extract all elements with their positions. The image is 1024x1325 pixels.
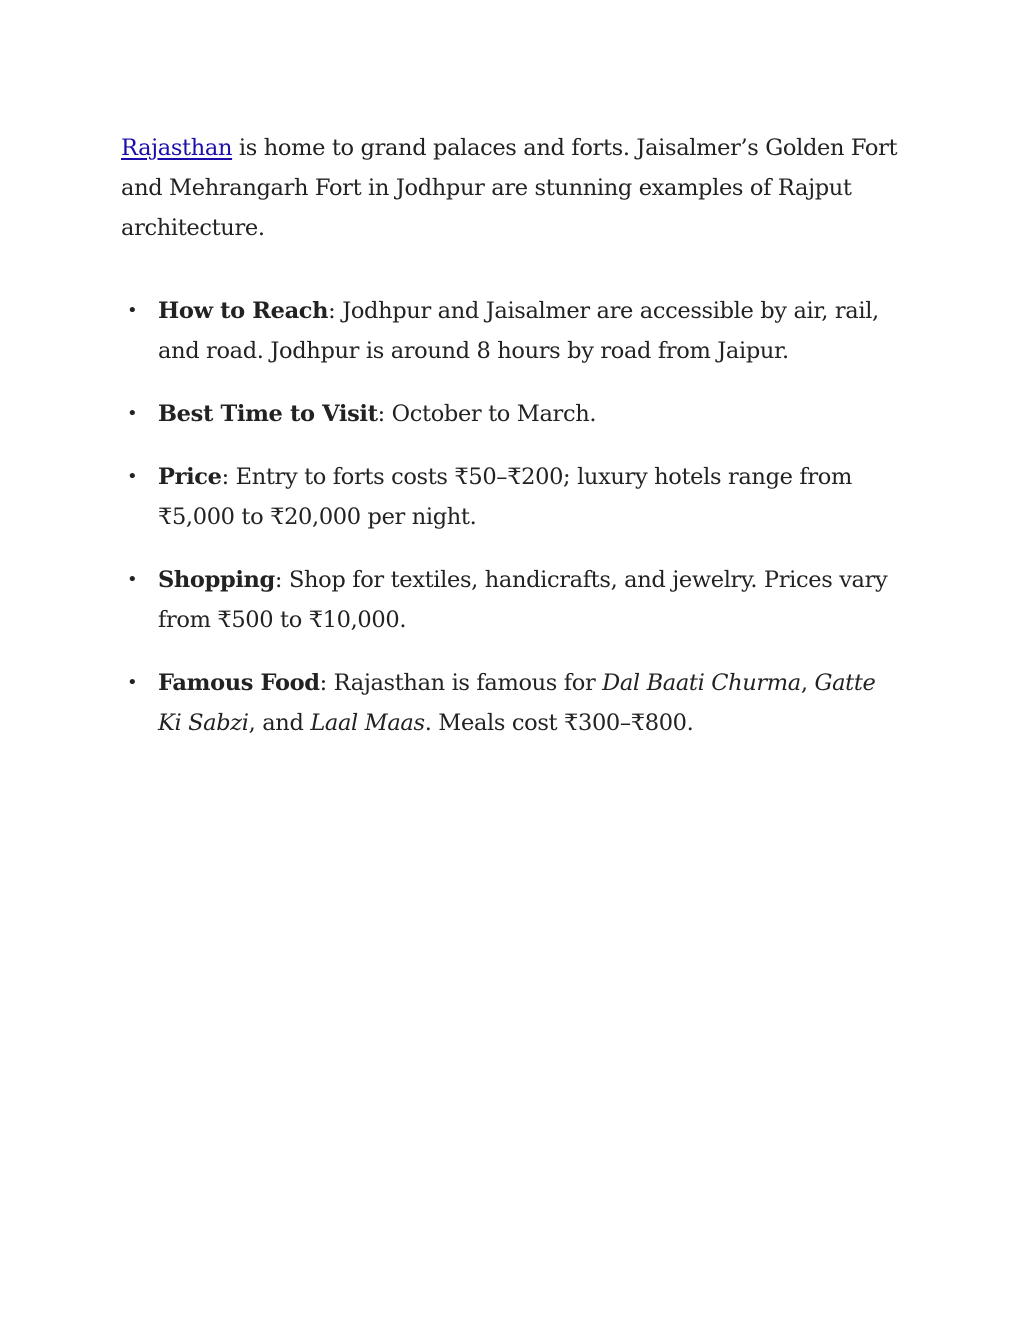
bullet-icon: • (127, 466, 138, 487)
rajasthan-link[interactable]: Rajasthan (121, 135, 233, 161)
document-body (121, 128, 901, 766)
fact-term: Shopping (158, 567, 275, 593)
fact-text: : Rajasthan is famous for (319, 670, 603, 696)
fact-term: How to Reach (158, 298, 329, 324)
dish-name: Gatte Ki Sabzi (158, 670, 876, 736)
fact-text: : October to March. (377, 401, 597, 427)
dish-name: Dal Baati Churma (602, 670, 801, 696)
bullet-icon: • (127, 300, 138, 321)
list-item-famous-food (121, 663, 901, 743)
separator-text: , and (248, 710, 311, 736)
list-item-how-to-reach (121, 291, 901, 371)
bullet-icon: • (127, 403, 138, 424)
bullet-icon: • (127, 672, 138, 693)
list-item-shopping (121, 560, 901, 640)
dish-name: Laal Maas (310, 710, 425, 736)
bullet-icon: • (127, 569, 138, 590)
separator-text: , (800, 670, 815, 696)
list-item-best-time (121, 394, 901, 434)
fact-text: : Entry to forts costs ₹50–₹200; luxury hotels range from ₹5,000 to ₹20,000 per night. (158, 464, 852, 530)
intro-paragraph (121, 128, 901, 248)
fact-text: : Jodhpur and Jaisalmer are accessible by air, rail, and road. Jodhpur is around 8 hours by road from Jaipur. (158, 298, 879, 364)
intro-text: is home to grand palaces and forts. Jaisalmer’s Golden Fort and Mehrangarh Fort in Jodhpur are stunning examples of Rajput architecture. (121, 135, 898, 241)
list-item-price (121, 457, 901, 537)
fact-text: : Shop for textiles, handicrafts, and jewelry. Prices vary from ₹500 to ₹10,000. (158, 567, 888, 633)
fact-term: Price (158, 464, 222, 490)
travel-facts-list (121, 291, 901, 743)
fact-text: . Meals cost ₹300–₹800. (424, 710, 694, 736)
fact-term: Best Time to Visit (158, 401, 378, 427)
fact-term: Famous Food (158, 670, 320, 696)
